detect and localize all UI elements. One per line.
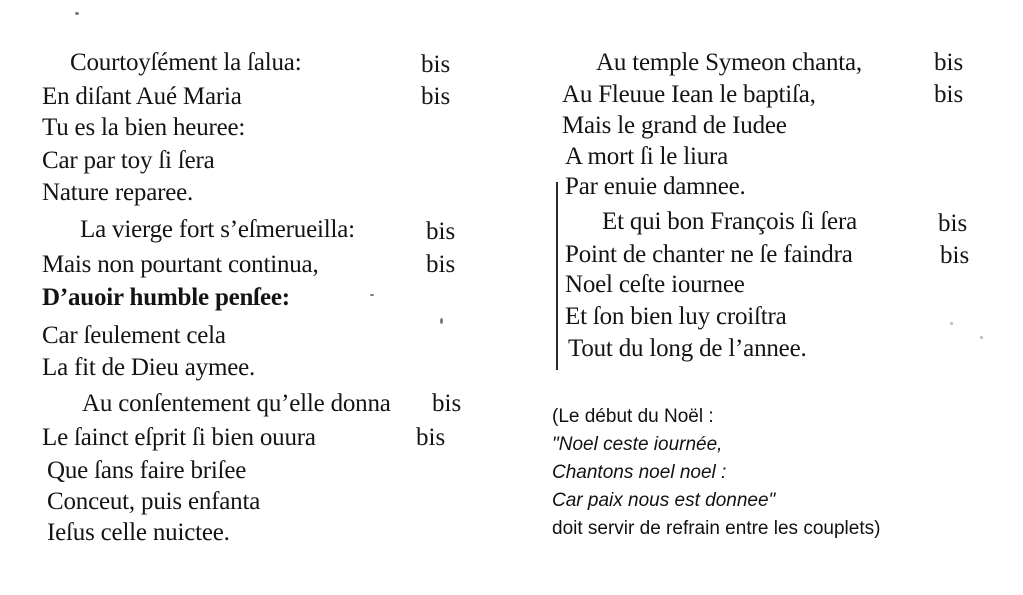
bis-marker: bis	[934, 49, 964, 76]
note-intro: (Le début du Noël :	[552, 406, 714, 427]
verse-line: Mais le grand de Iudee	[562, 112, 787, 139]
bis-marker: bis	[934, 81, 964, 108]
verse-line: Au conſentement qu’elle donna	[82, 390, 391, 417]
scan-speck	[440, 318, 443, 324]
verse-line: Courtoyſément la ſalua:	[70, 49, 302, 76]
bis-marker: bis	[940, 242, 970, 269]
verse-line: Et ſon bien luy croiſtra	[565, 303, 787, 330]
bis-marker: bis	[421, 51, 451, 78]
verse-line: Ieſus celle nuictee.	[47, 519, 230, 546]
scan-speck	[950, 322, 953, 325]
verse-line: Tu es la bien heuree:	[42, 114, 246, 141]
note-outro: doit servir de refrain entre les couplets)	[552, 518, 881, 539]
scan-speck	[75, 12, 79, 15]
note-verse-line: Car paix nous est donnee"	[552, 490, 776, 511]
scan-speck	[370, 294, 374, 296]
bis-marker: bis	[938, 210, 968, 237]
verse-line: Au Fleuue Iean le baptiſa,	[562, 81, 816, 108]
bis-marker: bis	[426, 218, 456, 245]
verse-line: Par enuie damnee.	[565, 173, 746, 200]
verse-line: Que ſans faire briſee	[47, 457, 247, 484]
scan-speck	[980, 336, 983, 339]
verse-line: Au temple Symeon chanta,	[596, 49, 862, 76]
note-verse-line: "Noel ceste iournée,	[552, 434, 723, 455]
bis-marker: bis	[432, 390, 462, 417]
verse-line: Noel ceſte iournee	[565, 271, 745, 298]
verse-line: Point de chanter ne ſe faindra	[565, 241, 853, 268]
verse-line: D’auoir humble penſee:	[42, 284, 290, 311]
bis-marker: bis	[421, 83, 451, 110]
margin-rule	[556, 182, 558, 370]
verse-line: En diſant Aué Maria	[42, 83, 242, 110]
verse-line: Le ſainct eſprit ſi bien ouura	[42, 424, 316, 451]
verse-line: Et qui bon François ſi ſera	[602, 208, 857, 235]
verse-line: Mais non pourtant continua,	[42, 251, 319, 278]
verse-line: Tout du long de l’annee.	[568, 335, 807, 362]
verse-line: Conceut, puis enfanta	[47, 488, 261, 515]
verse-line: Car par toy ſi ſera	[42, 147, 215, 174]
bis-marker: bis	[426, 251, 456, 278]
verse-line: La vierge fort s’eſmerueilla:	[80, 216, 355, 243]
verse-line: Car ſeulement cela	[42, 322, 226, 349]
bis-marker: bis	[416, 424, 446, 451]
verse-line: A mort ſi le liura	[565, 143, 729, 170]
verse-line: La fit de Dieu aymee.	[42, 354, 256, 381]
verse-line: Nature reparee.	[42, 179, 194, 206]
note-verse-line: Chantons noel noel :	[552, 462, 727, 483]
